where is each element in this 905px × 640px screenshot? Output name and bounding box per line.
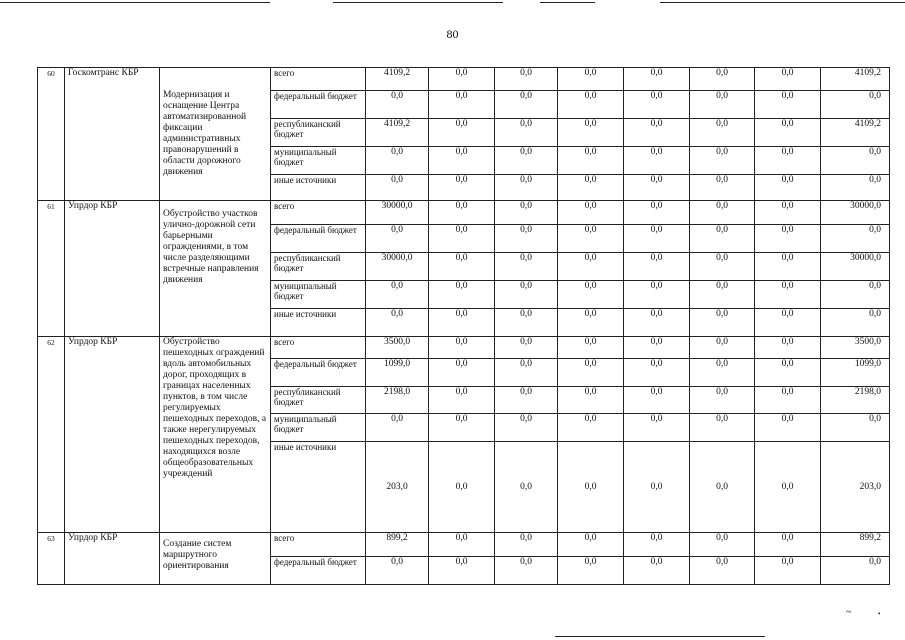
- amount-cell: 0,0: [690, 147, 755, 175]
- amount-cell: 0,0: [495, 387, 558, 414]
- amount-cell: 0,0: [755, 557, 821, 585]
- amount-cell: 0,0: [755, 414, 821, 442]
- amount-cell: 0,0: [755, 91, 821, 119]
- amount-cell: 30000,0: [366, 201, 429, 225]
- amount-cell: 0,0: [558, 557, 624, 585]
- amount-cell: 0,0: [755, 147, 821, 175]
- amount-cell: 0,0: [624, 442, 690, 533]
- amount-cell: 0,0: [755, 337, 821, 359]
- funding-source: республиканский бюджет: [271, 119, 366, 147]
- amount-cell: 0,0: [495, 147, 558, 175]
- amount-cell: 0,0: [558, 442, 624, 533]
- funding-source: иные источники: [271, 309, 366, 337]
- amount-cell: 0,0: [690, 225, 755, 253]
- amount-cell: 0,0: [690, 201, 755, 225]
- amount-cell: 0,0: [558, 359, 624, 387]
- program-number: 62: [38, 337, 65, 533]
- funding-source: федеральный бюджет: [271, 91, 366, 119]
- amount-cell: 0,0: [821, 175, 890, 201]
- footer-mark: ~: [846, 607, 852, 618]
- amount-cell: 0,0: [495, 253, 558, 281]
- amount-cell: 0,0: [429, 359, 495, 387]
- amount-cell: 0,0: [755, 68, 821, 91]
- amount-cell: 0,0: [495, 337, 558, 359]
- amount-cell: 0,0: [624, 147, 690, 175]
- amount-cell: 0,0: [624, 225, 690, 253]
- amount-cell: 0,0: [495, 414, 558, 442]
- amount-cell: 0,0: [495, 119, 558, 147]
- funding-source: всего: [271, 201, 366, 225]
- program-event: Обустройство пешеходных ограждений вдоль автомобильных дорог, проходящих в границах населенных пунктов, в том числе регулируемых пешеходных переходов, а также нерегулируемых пешеходных переходов, находящихся возле общеобразовательных учреждений: [160, 337, 271, 533]
- table-row: [38, 201, 890, 225]
- amount-cell: 0,0: [755, 225, 821, 253]
- page-number: 80: [446, 27, 459, 41]
- amount-cell: 4109,2: [366, 119, 429, 147]
- amount-cell: 3500,0: [366, 337, 429, 359]
- amount-cell: 0,0: [429, 337, 495, 359]
- amount-cell: 0,0: [821, 309, 890, 337]
- amount-cell: 0,0: [755, 175, 821, 201]
- table-row: [38, 337, 890, 359]
- program-number: 63: [38, 533, 65, 585]
- amount-cell: 0,0: [495, 309, 558, 337]
- program-number: 61: [38, 201, 65, 337]
- amount-cell: 0,0: [690, 557, 755, 585]
- amount-cell: 0,0: [755, 442, 821, 533]
- amount-cell: 0,0: [429, 147, 495, 175]
- amount-cell: 0,0: [495, 225, 558, 253]
- amount-cell: 0,0: [755, 359, 821, 387]
- amount-cell: 0,0: [624, 557, 690, 585]
- program-event: Обустройство участков улично-дорожной сети барьерными ограждениями, в том числе разделяющими встречные направления движения: [160, 201, 271, 337]
- amount-cell: 203,0: [366, 442, 429, 533]
- amount-cell: 2198,0: [366, 387, 429, 414]
- program-event: Создание систем маршрутного ориентирования: [160, 533, 271, 585]
- funding-source: федеральный бюджет: [271, 359, 366, 387]
- amount-cell: 0,0: [624, 175, 690, 201]
- amount-cell: 0,0: [429, 414, 495, 442]
- scan-edge-line: [540, 2, 595, 3]
- amount-cell: 0,0: [558, 147, 624, 175]
- amount-cell: 0,0: [366, 91, 429, 119]
- amount-cell: 0,0: [821, 225, 890, 253]
- amount-cell: 0,0: [755, 309, 821, 337]
- funding-source: федеральный бюджет: [271, 557, 366, 585]
- funding-source: республиканский бюджет: [271, 387, 366, 414]
- amount-cell: 0,0: [690, 387, 755, 414]
- amount-cell: 0,0: [558, 253, 624, 281]
- funding-source: республиканский бюджет: [271, 253, 366, 281]
- program-executor: Госкомтранс КБР: [65, 68, 160, 201]
- amount-cell: 0,0: [558, 309, 624, 337]
- funding-source: всего: [271, 337, 366, 359]
- amount-cell: 4109,2: [821, 68, 890, 91]
- amount-cell: 0,0: [821, 91, 890, 119]
- amount-cell: 0,0: [755, 533, 821, 557]
- amount-cell: 0,0: [624, 309, 690, 337]
- amount-cell: 0,0: [624, 387, 690, 414]
- amount-cell: 0,0: [690, 414, 755, 442]
- amount-cell: 0,0: [558, 201, 624, 225]
- amount-cell: 0,0: [366, 414, 429, 442]
- table-row: [38, 68, 890, 91]
- scan-edge-line: [660, 2, 905, 3]
- amount-cell: 0,0: [429, 533, 495, 557]
- amount-cell: 0,0: [558, 119, 624, 147]
- amount-cell: 0,0: [558, 414, 624, 442]
- amount-cell: 0,0: [495, 91, 558, 119]
- amount-cell: 0,0: [690, 119, 755, 147]
- scan-edge-line: [333, 2, 503, 3]
- amount-cell: 0,0: [821, 147, 890, 175]
- program-executor: Упрдор КБР: [65, 533, 160, 585]
- program-executor: Упрдор КБР: [65, 201, 160, 337]
- amount-cell: 0,0: [624, 359, 690, 387]
- amount-cell: 0,0: [624, 119, 690, 147]
- amount-cell: 0,0: [624, 337, 690, 359]
- amount-cell: 4109,2: [821, 119, 890, 147]
- amount-cell: 30000,0: [821, 253, 890, 281]
- amount-cell: 0,0: [690, 91, 755, 119]
- funding-source: муниципальный бюджет: [271, 147, 366, 175]
- footer-mark: •: [878, 610, 881, 618]
- amount-cell: 0,0: [624, 281, 690, 309]
- funding-source: всего: [271, 533, 366, 557]
- amount-cell: 0,0: [558, 337, 624, 359]
- amount-cell: 0,0: [429, 119, 495, 147]
- amount-cell: 0,0: [821, 281, 890, 309]
- amount-cell: 0,0: [495, 68, 558, 91]
- amount-cell: 0,0: [690, 359, 755, 387]
- amount-cell: 0,0: [755, 201, 821, 225]
- amount-cell: 2198,0: [821, 387, 890, 414]
- amount-cell: 0,0: [821, 557, 890, 585]
- amount-cell: 0,0: [558, 387, 624, 414]
- scan-edge-line: [555, 636, 765, 637]
- amount-cell: 0,0: [429, 387, 495, 414]
- amount-cell: 0,0: [558, 68, 624, 91]
- table-row: [38, 533, 890, 557]
- funding-source: муниципальный бюджет: [271, 414, 366, 442]
- amount-cell: 3500,0: [821, 337, 890, 359]
- amount-cell: 899,2: [821, 533, 890, 557]
- amount-cell: 0,0: [366, 175, 429, 201]
- amount-cell: 0,0: [366, 225, 429, 253]
- amount-cell: 0,0: [495, 359, 558, 387]
- funding-source: всего: [271, 68, 366, 91]
- amount-cell: 0,0: [429, 309, 495, 337]
- amount-cell: 0,0: [429, 201, 495, 225]
- funding-source: федеральный бюджет: [271, 225, 366, 253]
- amount-cell: 30000,0: [821, 201, 890, 225]
- amount-cell: 0,0: [495, 557, 558, 585]
- budget-table: [37, 67, 890, 585]
- amount-cell: 0,0: [429, 253, 495, 281]
- scan-edge-line: [0, 2, 270, 3]
- amount-cell: 0,0: [558, 533, 624, 557]
- amount-cell: 1099,0: [366, 359, 429, 387]
- amount-cell: 0,0: [495, 281, 558, 309]
- amount-cell: 0,0: [366, 557, 429, 585]
- amount-cell: 0,0: [690, 175, 755, 201]
- amount-cell: 0,0: [429, 68, 495, 91]
- amount-cell: 0,0: [755, 281, 821, 309]
- amount-cell: 0,0: [690, 281, 755, 309]
- amount-cell: 0,0: [690, 253, 755, 281]
- amount-cell: 0,0: [429, 442, 495, 533]
- amount-cell: 0,0: [429, 281, 495, 309]
- amount-cell: 0,0: [821, 414, 890, 442]
- amount-cell: 203,0: [821, 442, 890, 533]
- amount-cell: 0,0: [690, 533, 755, 557]
- amount-cell: 0,0: [495, 442, 558, 533]
- amount-cell: 0,0: [624, 201, 690, 225]
- amount-cell: 0,0: [624, 68, 690, 91]
- amount-cell: 0,0: [558, 175, 624, 201]
- amount-cell: 0,0: [624, 91, 690, 119]
- amount-cell: 0,0: [558, 225, 624, 253]
- funding-source: муниципальный бюджет: [271, 281, 366, 309]
- amount-cell: 0,0: [690, 309, 755, 337]
- amount-cell: 0,0: [624, 253, 690, 281]
- program-number: 60: [38, 68, 65, 201]
- amount-cell: 0,0: [755, 387, 821, 414]
- amount-cell: 0,0: [558, 91, 624, 119]
- program-executor: Упрдор КБР: [65, 337, 160, 533]
- amount-cell: 0,0: [690, 68, 755, 91]
- amount-cell: 0,0: [366, 147, 429, 175]
- amount-cell: 0,0: [495, 201, 558, 225]
- amount-cell: 0,0: [690, 442, 755, 533]
- amount-cell: 0,0: [366, 309, 429, 337]
- amount-cell: 0,0: [624, 414, 690, 442]
- amount-cell: 0,0: [755, 253, 821, 281]
- funding-source: иные источники: [271, 442, 366, 533]
- amount-cell: 1099,0: [821, 359, 890, 387]
- budget-table-body: [38, 68, 890, 585]
- amount-cell: 0,0: [366, 281, 429, 309]
- amount-cell: 899,2: [366, 533, 429, 557]
- amount-cell: 0,0: [429, 91, 495, 119]
- amount-cell: 0,0: [690, 337, 755, 359]
- amount-cell: 0,0: [624, 533, 690, 557]
- amount-cell: 0,0: [429, 225, 495, 253]
- amount-cell: 0,0: [429, 175, 495, 201]
- funding-source: иные источники: [271, 175, 366, 201]
- amount-cell: 0,0: [558, 281, 624, 309]
- amount-cell: 4109,2: [366, 68, 429, 91]
- amount-cell: 0,0: [495, 175, 558, 201]
- amount-cell: 0,0: [755, 119, 821, 147]
- program-event: Модернизация и оснащение Центра автоматизированной фиксации административных правонарушений в области дорожного движения: [160, 68, 271, 201]
- amount-cell: 0,0: [429, 557, 495, 585]
- amount-cell: 30000,0: [366, 253, 429, 281]
- amount-cell: 0,0: [495, 533, 558, 557]
